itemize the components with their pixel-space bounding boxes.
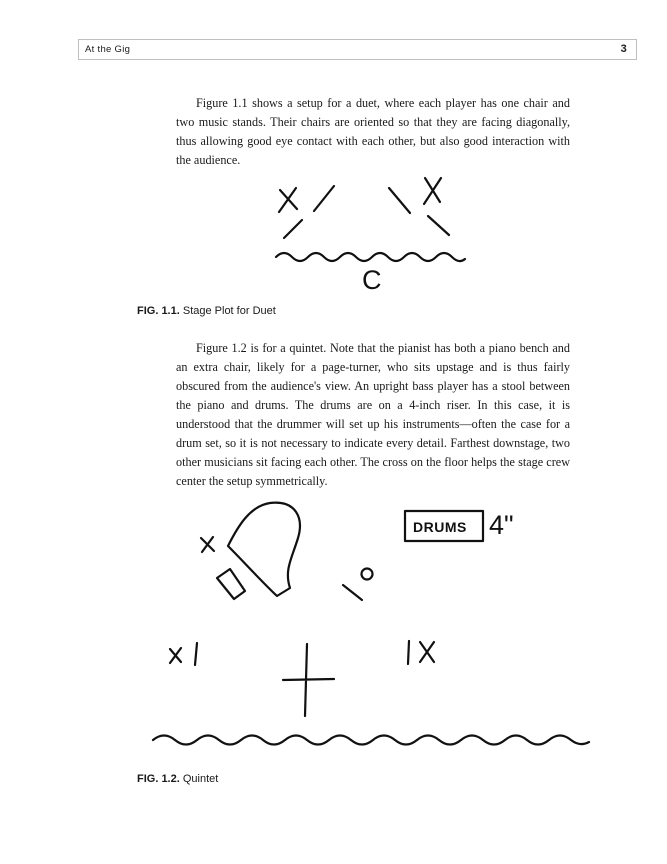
figure-1-2-diagram <box>153 503 589 745</box>
paragraph-duet-text: Figure 1.1 shows a setup for a duet, where each player has one chair and two music stands. Their chairs are oriented so that they are facing diagonally, thus allowing good eye contact with each other, but also good interaction with the audience. <box>176 96 570 167</box>
figure-1-2-caption <box>137 773 218 785</box>
figure-1-1-diagram <box>276 178 465 295</box>
stage-edge-wavy-line-2 <box>153 736 589 745</box>
running-head-title: At the Gig <box>85 44 131 55</box>
stage-edge-wavy-line-1 <box>276 253 465 261</box>
left-front-musician-chair <box>170 643 197 665</box>
figure-1-2-caption-label: FIG. 1.2. <box>137 773 180 785</box>
page-number: 3 <box>620 43 627 55</box>
paragraph-quintet-text: Figure 1.2 is for a quintet. Note that the pianist has both a piano bench and an extra chair, likely for a page-turner, who sits upstage and is thus fairly obscured from the audience's view. An upright bass player has a stool between the piano and drums. The drums are on a 4-inch riser. In this case, it is understood that the drummer will set up his instruments—often the case for a drum set, so it is not necessary to indicate every detail. Farthest downstage, two other musicians sit facing each other. The cross on the floor helps the stage crew center the setup symmetrically. <box>176 341 570 488</box>
figure-1-2-caption-text: Quintet <box>182 773 219 785</box>
left-music-stand-upper <box>314 186 334 211</box>
bass-player-stool <box>343 585 362 600</box>
piano-bench <box>217 569 245 599</box>
riser-height: 4" <box>489 510 514 540</box>
drums-label: DRUMS <box>413 519 467 535</box>
center-mark: C <box>362 265 382 295</box>
figure-1-1-caption-label: FIG. 1.1. <box>137 305 180 317</box>
left-music-stand-lower <box>284 220 302 238</box>
figure-1-1-caption-text: Stage Plot for Duet <box>182 305 276 317</box>
left-player-chair-x <box>279 188 297 212</box>
right-front-musician-chair <box>408 641 434 664</box>
right-player-chair-x <box>424 178 441 204</box>
right-music-stand-lower <box>428 216 449 235</box>
bass-stool-seat <box>362 569 373 580</box>
figure-1-1-caption <box>137 305 276 317</box>
paragraph-quintet <box>176 339 570 491</box>
page-turner-chair-x <box>201 537 214 552</box>
center-cross-mark <box>283 644 334 716</box>
right-music-stand-upper <box>389 188 410 213</box>
